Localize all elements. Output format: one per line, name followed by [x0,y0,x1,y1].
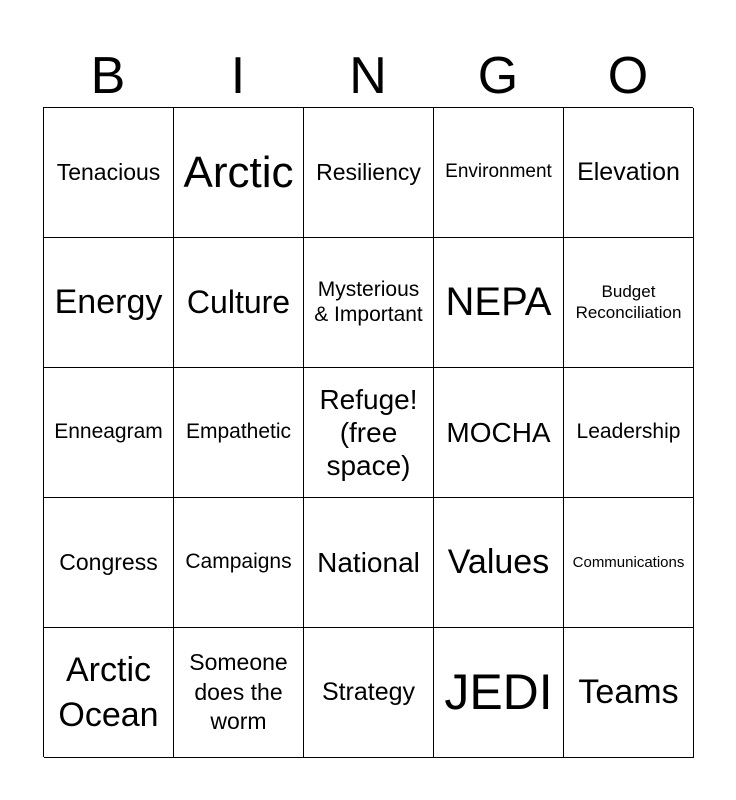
bingo-cell[interactable] [304,108,434,238]
cell-text: National [317,546,420,578]
bingo-cell[interactable] [434,108,564,238]
cell-text: Enneagram [54,420,163,444]
cell-text: Campaigns [185,550,292,574]
bingo-cell[interactable] [44,238,174,368]
cell-text: Arctic [183,147,294,197]
bingo-cell[interactable] [564,498,694,628]
bingo-cell[interactable] [174,108,304,238]
cell-text: Communications [572,553,685,571]
bingo-cell[interactable] [44,108,174,238]
bingo-cell[interactable] [44,498,174,628]
bingo-cell[interactable] [174,628,304,758]
cell-text: Resiliency [316,158,421,185]
bingo-header [43,44,693,108]
bingo-cell[interactable] [174,238,304,368]
cell-text: Culture [186,283,291,320]
bingo-card [43,107,693,757]
bingo-cell[interactable] [434,628,564,758]
bingo-cell[interactable] [564,108,694,238]
header-letter-n: N [349,47,387,105]
cell-text: Leadership [576,420,681,444]
header-letter-i: I [230,47,246,105]
bingo-cell[interactable] [304,628,434,758]
bingo-cell[interactable] [434,368,564,498]
bingo-cell[interactable] [564,368,694,498]
cell-text: Environment [445,161,552,183]
cell-text: NEPA [445,279,552,324]
bingo-cell[interactable] [304,498,434,628]
free-space-cell[interactable] [304,368,434,498]
cell-text: Strategy [321,677,416,706]
bingo-cell[interactable] [44,368,174,498]
header-letter-b: B [90,47,126,105]
free-space-text: Refuge! (free space) [319,383,418,482]
bingo-cell[interactable] [564,628,694,758]
bingo-cell[interactable] [434,498,564,628]
cell-text: Congress [59,548,158,575]
header-letter-o: O [607,47,649,105]
cell-text: Tenacious [56,158,161,185]
cell-text: JEDI [444,664,553,720]
bingo-cell[interactable] [564,238,694,368]
bingo-cell[interactable] [174,498,304,628]
cell-text: MOCHA [446,416,551,448]
cell-text: Someone does the worm [189,648,288,735]
bingo-cell[interactable] [304,238,434,368]
cell-text: Arctic Ocean [58,651,159,734]
cell-text: Energy [54,283,163,322]
cell-text: Teams [578,673,679,712]
cell-text: Elevation [577,157,680,186]
header-letter-g: G [477,47,519,105]
bingo-cell[interactable] [174,368,304,498]
cell-text: Budget Reconciliation [575,282,682,322]
bingo-cell[interactable] [434,238,564,368]
cell-text: Values [447,543,550,582]
cell-text: Empathetic [185,420,292,444]
bingo-cell[interactable] [44,628,174,758]
cell-text: Mysterious & Important [314,277,423,326]
